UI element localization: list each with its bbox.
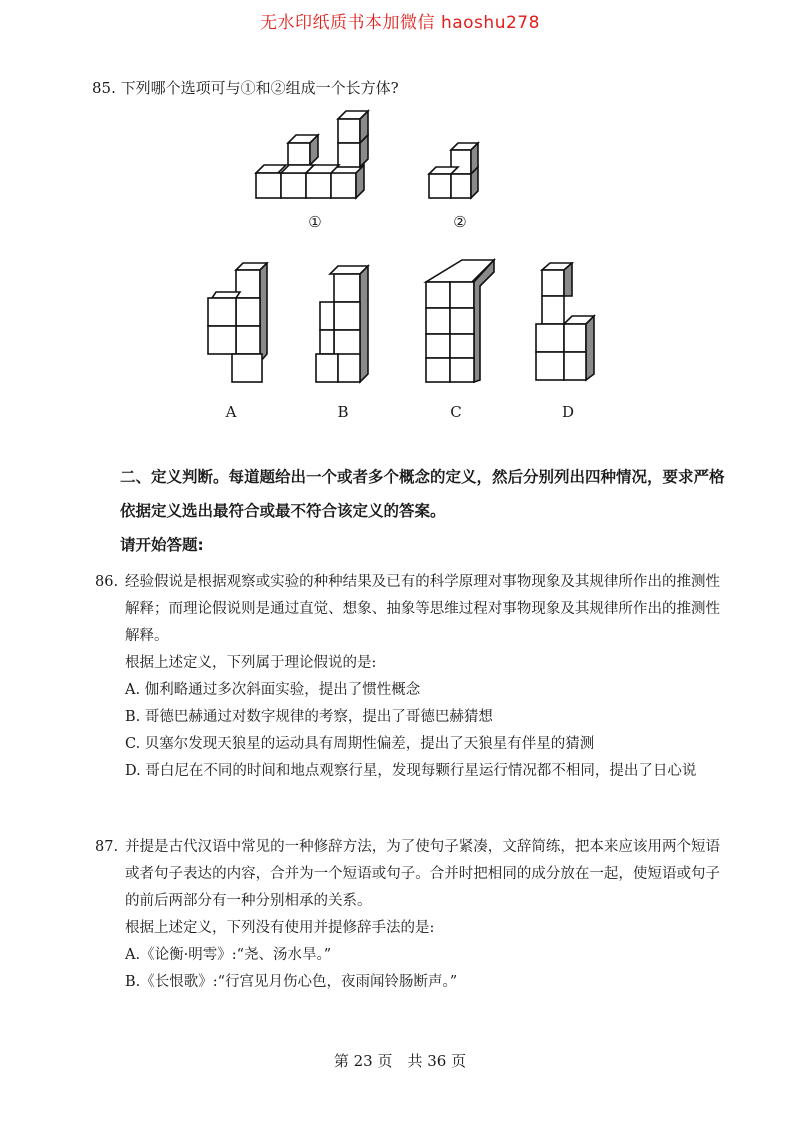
question-87: [95, 834, 720, 996]
question-86-option-b[interactable]: B. 哥德巴赫通过对数字规律的考察，提出了哥德巴赫猜想: [125, 709, 493, 725]
option-d-label: D: [561, 403, 575, 421]
question-86-option-c[interactable]: C. 贝塞尔发现天狼星的运动具有周期性偏差，提出了天狼星有伴星的猜测: [125, 736, 595, 752]
question-85-stem: 85. 下列哪个选项可与①和②组成一个长方体?: [92, 79, 399, 97]
question-86-option-d[interactable]: D. 哥白尼在不同的时间和地点观察行星，发现每颗行星运行情况都不相同，提出了日心说: [125, 763, 697, 779]
question-87-option-b[interactable]: B.《长恨歌》:“行宫见月伤心色，夜雨闻铃肠断声。”: [125, 974, 458, 990]
question-86-text: 经验假说是根据观察或实验的种种结果及已有的科学原理对事物现象及其规律所作出的推测性解释；而理论假说则是通过直觉、想象、抽象等思维过程对事物现象及其规律所作出的推测性解释。: [125, 574, 720, 644]
option-a-cubes: [200, 262, 280, 387]
option-c-cubes: [422, 252, 507, 387]
figure-2-cubes: [425, 140, 495, 205]
figure-1-cubes: [250, 105, 390, 205]
section-heading-text: 二、定义判断。每道题给出一个或者多个概念的定义，然后分别列出四种情况，要求严格依据定义选出最符合或最不符合该定义的答案。: [120, 468, 725, 520]
figure-1-label: ①: [308, 213, 322, 231]
option-c-label: C: [450, 403, 462, 421]
option-d-cubes: [530, 262, 610, 387]
question-87-option-a[interactable]: A.《论衡·明雩》:“尧、汤水旱。”: [125, 947, 332, 963]
page-footer: 第 23 页 共 36 页: [333, 1052, 467, 1070]
figure-2-label: ②: [453, 213, 467, 231]
option-b-cubes: [312, 262, 392, 387]
section-heading: [92, 460, 732, 562]
question-86-prompt: 根据上述定义，下列属于理论假说的是:: [125, 655, 377, 671]
question-87-prompt: 根据上述定义，下列没有使用并提修辞手法的是:: [125, 920, 435, 936]
question-86-option-a[interactable]: A. 伽利略通过多次斜面实验，提出了惯性概念: [125, 682, 421, 698]
option-b-label: B: [337, 403, 349, 421]
option-a-label: A: [225, 403, 237, 421]
watermark-text: 无水印纸质书本加微信 haoshu278: [260, 13, 540, 33]
section-start: 请开始答题:: [120, 536, 204, 554]
question-86: [95, 569, 720, 785]
question-86-number: 86.: [95, 574, 119, 590]
question-87-number: 87.: [95, 839, 119, 855]
question-87-text: 并提是古代汉语中常见的一种修辞方法，为了使句子紧凑，文辞简练，把本来应该用两个短语或者句子表达的内容，合并为一个短语或句子。合并时把相同的成分放在一起，使短语或句子的前后两部分有一种分别相承的关系。: [125, 839, 720, 909]
